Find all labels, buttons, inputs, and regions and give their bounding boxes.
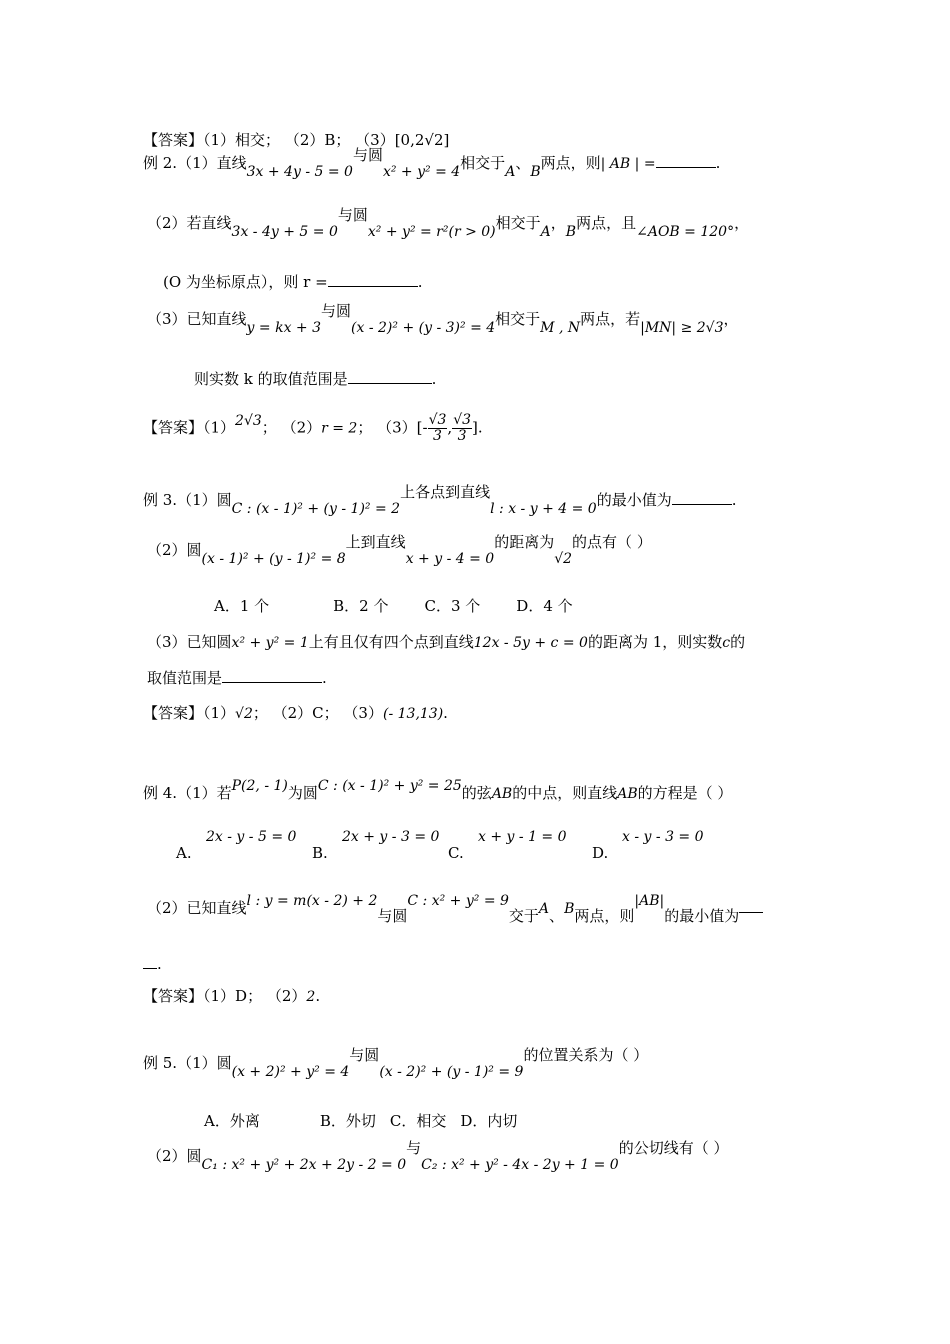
text-l16d: 、 <box>549 907 565 925</box>
text-l3m4: B <box>565 224 577 240</box>
text-l7f1n: √3 <box>428 412 447 428</box>
text-l16m2: C : x² + y² = 9 <box>407 893 509 909</box>
text-line <box>143 413 483 444</box>
fraction <box>428 413 448 444</box>
text-l3a: （2）若直线 <box>147 214 232 232</box>
text-l14d: 的中点，则直线 <box>512 784 618 802</box>
text-l14m2: C : (x - 1)² + y² = 25 <box>317 778 462 794</box>
text-l9m1: (x - 1)² + (y - 1)² = 8 <box>201 551 346 567</box>
text-l14m3: AB <box>491 786 513 802</box>
text-l10o4: D．4 个 <box>516 597 573 615</box>
answer-blank <box>672 490 732 505</box>
text-l16m3: A <box>538 901 550 917</box>
text-l2m5: | AB | = <box>600 156 656 172</box>
text-l16m4: B <box>564 901 575 917</box>
text-l20o3: C．相交 <box>389 1112 447 1130</box>
text-l13m1: √2 <box>235 706 253 722</box>
text-line <box>143 778 733 804</box>
text-l2m3: A <box>505 164 516 180</box>
text-l8c: 的最小值为 <box>596 491 672 509</box>
text-l10o2: B．2 个 <box>333 597 389 615</box>
text-l2a: 例 2.（1）直线 <box>143 154 247 172</box>
text-l8a: 例 3.（1）圆 <box>143 491 232 509</box>
text-l9m2: x + y - 4 = 0 <box>405 551 495 567</box>
text-l3m5: ∠AOB = 120° <box>636 224 735 240</box>
text-l21c: 的公切线有（ ） <box>618 1139 729 1157</box>
period: . <box>731 491 737 509</box>
period: . <box>431 370 437 388</box>
text-l6a: 则实数 k 的取值范围是 <box>194 370 348 388</box>
text-l5m1: y = kx + 3 <box>246 320 322 336</box>
text-l3m1: 3x - 4y + 5 = 0 <box>231 224 338 240</box>
answer-blank <box>328 272 418 287</box>
text-l11d: 的 <box>730 633 746 651</box>
text-l5m2: (x - 2)² + (y - 3)² = 4 <box>351 320 496 336</box>
text-l7c: ； （3）[- <box>357 418 428 437</box>
text-line <box>214 596 609 616</box>
text-l8m1: C : (x - 1)² + (y - 1)² = 2 <box>231 501 401 517</box>
text-l2c: 相交于 <box>460 154 506 172</box>
text-l7m2: r = 2 <box>321 420 358 437</box>
text-l2m1: 3x + 4y - 5 = 0 <box>246 164 353 180</box>
period: . <box>417 273 423 291</box>
text-line <box>147 893 763 925</box>
fraction <box>452 413 472 444</box>
text-l9c: 的距离为 <box>494 533 555 551</box>
text-l11a: （3）已知圆 <box>147 633 232 651</box>
text-l16e: 两点，则 <box>574 907 635 925</box>
text-l9a: （2）圆 <box>147 541 202 559</box>
text-l11m1: x² + y² = 1 <box>231 635 309 651</box>
text-line <box>143 483 737 517</box>
text-l7b: ； （2） <box>261 418 322 437</box>
text-l16m5: |AB| <box>634 893 665 909</box>
text-l18m1: 2 <box>306 989 316 1005</box>
text-l16b: 与圆 <box>377 907 408 925</box>
text-l11c: 的距离为 1，则实数 <box>587 633 723 651</box>
text-l9b: 上到直线 <box>345 533 406 551</box>
text-l20o2: B．外切 <box>319 1112 376 1130</box>
answer-blank <box>143 954 157 969</box>
text-l21m2: C₂ : x² + y² - 4x - 2y + 1 = 0 <box>421 1157 619 1173</box>
text-l7f2n: √3 <box>453 412 472 428</box>
text-l15o1: A. <box>176 844 192 862</box>
text-line <box>143 146 721 180</box>
text-l5a: （3）已知直线 <box>147 310 247 328</box>
answer-blank <box>348 369 432 384</box>
text-l19a: 例 5.（1）圆 <box>143 1054 232 1072</box>
text-l11m2: 12x - 5y + c = 0 <box>473 635 588 651</box>
text-line <box>147 1139 729 1173</box>
text-l5m3: M , N <box>540 320 581 336</box>
text-line <box>147 302 739 336</box>
text-l17a: . <box>157 955 162 973</box>
text-l15o2: B. <box>312 844 328 862</box>
text-l14c: 的弦 <box>461 784 492 802</box>
text-l13c: . <box>443 704 448 722</box>
text-l2m2: x² + y² = 4 <box>382 164 461 180</box>
text-l2e: 两点，则 <box>540 154 601 172</box>
text-l3d: ， <box>550 214 566 232</box>
text-line <box>204 1111 531 1131</box>
text-l13a: 【答案】（1） <box>143 704 236 722</box>
text-l16m1: l : y = m(x - 2) + 2 <box>246 893 378 909</box>
text-l10o3: C．3 个 <box>424 597 481 615</box>
text-l14m4: AB <box>617 786 638 802</box>
text-line <box>143 954 162 974</box>
text-l20o1: A．外离 <box>204 1112 260 1130</box>
text-l3m2: x² + y² = r²(r > 0) <box>367 224 496 240</box>
text-l12a: 取值范围是 <box>147 669 223 687</box>
text-l15m2: 2x + y - 3 = 0 <box>342 829 440 845</box>
text-line <box>194 369 436 389</box>
text-l16f: 的最小值为 <box>664 907 740 925</box>
text-line <box>147 533 652 567</box>
text-l20o4: D．内切 <box>460 1112 518 1130</box>
text-l14a: 例 4.（1）若 <box>143 784 232 802</box>
text-l11b: 上有且仅有四个点到直线 <box>308 633 474 651</box>
text-l21b: 与 <box>406 1139 422 1157</box>
text-l3b: 与圆 <box>337 206 368 224</box>
text-line <box>143 130 449 150</box>
text-l3m3: A <box>540 224 551 240</box>
answer-blank <box>656 153 716 168</box>
period: . <box>715 154 721 172</box>
text-l9m3: √2 <box>554 551 573 567</box>
text-line <box>143 1046 649 1080</box>
text-l7m1: 2√3 <box>235 412 262 429</box>
text-l2b: 与圆 <box>352 146 383 164</box>
text-line <box>143 986 320 1007</box>
text-l5b: 与圆 <box>321 302 352 320</box>
period: . <box>322 669 327 687</box>
text-l11m3: c <box>722 635 731 651</box>
text-l14b: 为圆 <box>287 784 318 802</box>
answer-blank <box>222 668 322 683</box>
text-l19m1: (x + 2)² + y² = 4 <box>231 1064 350 1080</box>
text-line <box>147 206 750 240</box>
text-l15m1: 2x - y - 5 = 0 <box>206 829 297 845</box>
text-l18b: . <box>315 987 321 1005</box>
text-l19m2: (x - 2)² + (y - 1)² = 9 <box>379 1064 524 1080</box>
text-l9d: 的点有（ ） <box>572 533 652 551</box>
text-l3c: 相交于 <box>495 214 541 232</box>
text-l7d: ]. <box>472 418 483 437</box>
text-l15m3: x + y - 1 = 0 <box>478 829 567 845</box>
text-line <box>143 703 448 724</box>
text-l10o1: A．1 个 <box>214 597 270 615</box>
text-l18a: 【答案】（1）D； （2） <box>143 987 307 1005</box>
text-l13m2: (- 13,13) <box>382 706 444 722</box>
text-l4: (O 为坐标原点），则 r = <box>163 273 328 291</box>
text-l15o4: D. <box>592 844 609 862</box>
text-l1: 【答案】（1）相交； （2）B； （3）[0,2√2] <box>143 131 450 149</box>
text-l7comma: , <box>447 418 453 437</box>
text-l3f: ， <box>734 214 750 232</box>
text-l15m4: x - y - 3 = 0 <box>622 829 704 845</box>
text-l21a: （2）圆 <box>147 1147 202 1165</box>
answer-blank <box>739 898 763 913</box>
text-l5c: 相交于 <box>495 310 541 328</box>
text-l7a: 【答案】（1） <box>143 418 236 437</box>
text-l5e: ， <box>723 310 739 328</box>
text-line <box>163 272 422 292</box>
text-l14e: 的方程是（ ） <box>637 784 733 802</box>
text-l14m1: P(2, - 1) <box>231 778 288 794</box>
text-line <box>147 668 327 688</box>
text-l7f1d: 3 <box>433 428 442 444</box>
text-l13b: ； （2）C； （3） <box>252 704 383 722</box>
text-l15o3: C. <box>448 844 464 862</box>
text-l5d: 两点，若 <box>580 310 641 328</box>
text-line <box>147 632 745 653</box>
text-l16c: 交于 <box>508 907 539 925</box>
text-l8b: 上各点到直线 <box>400 483 491 501</box>
text-l19b: 与圆 <box>349 1046 380 1064</box>
text-l2d: 、 <box>515 154 531 172</box>
text-l8m2: l : x - y + 4 = 0 <box>490 501 597 517</box>
text-l7f2d: 3 <box>457 428 467 444</box>
text-l2m4: B <box>530 164 541 180</box>
text-l19c: 的位置关系为（ ） <box>523 1046 649 1064</box>
text-l3e: 两点，且 <box>576 214 637 232</box>
text-l5m4: |MN| ≥ 2√3 <box>640 320 724 336</box>
text-l21m1: C₁ : x² + y² + 2x + 2y - 2 = 0 <box>201 1157 407 1173</box>
text-l16a: （2）已知直线 <box>147 899 247 917</box>
